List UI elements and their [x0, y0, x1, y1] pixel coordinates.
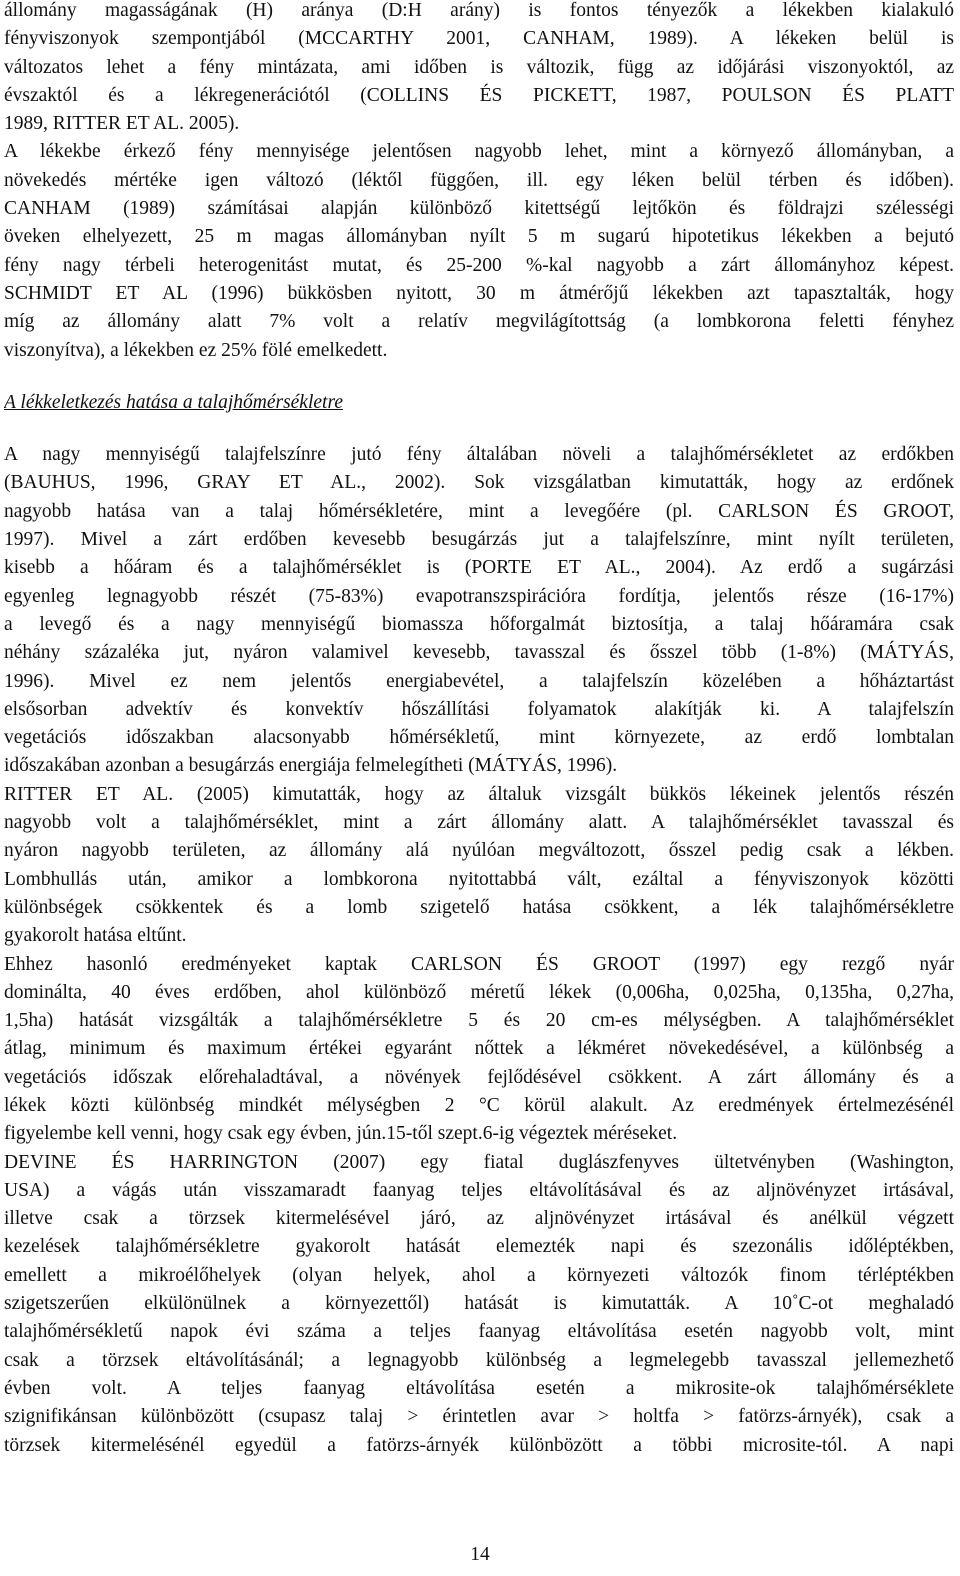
section-gap — [4, 417, 954, 441]
text-line: (BAUHUS, 1996, GRAY ET AL., 2002). Sok vizsgálatban kimutatták, hogy az erdőnek — [4, 472, 954, 494]
text-line: törzsek kitermelésénél egyedül a fatörzs-árnyék különbözött a többi microsite-tól. A napi — [4, 1434, 954, 1456]
text-line: vegetációs időszakban alacsonyabb hőmérsékletű, mint környezete, az erdő lombtalan — [4, 727, 954, 749]
section-gap — [4, 365, 954, 389]
text-line: elsősorban advektív és konvektív hőszállítási folyamatok alakítják ki. A talajfelszín — [4, 698, 954, 720]
text-line: különbségek csökkentek és a lomb szigetelő hatása csökkent, a lék talajhőmérsékletre — [4, 896, 954, 918]
text-line: a levegő és a nagy mennyiségű biomassza hőforgalmát biztosítja, a talaj hőáramára csak — [4, 613, 954, 635]
text-line: szignifikánsan különbözött (csupasz talaj > érintetlen avar > holtfa > fatörzs-árnyék), csak a — [4, 1406, 954, 1428]
text-line: nagyobb volt a talajhőmérséklet, mint a zárt állomány alatt. A talajhőmérséklet tavasszal és — [4, 812, 954, 834]
text-line: RITTER ET AL. (2005) kimutatták, hogy az általuk vizsgált bükkös lékeinek jelentős részén — [4, 783, 954, 805]
text-line: nyáron nagyobb területen, az állomány alá nyúlóan megváltozott, ősszel pedig csak a lékben. — [4, 840, 954, 862]
text-line: A lékekbe érkező fény mennyisége jelentősen nagyobb lehet, mint a környező állományban, a — [4, 141, 954, 163]
text-line: lékek közti különbség mindkét mélységben 2 °C körül alakult. Az eredmények értelmezésénél — [4, 1094, 954, 1116]
text-line: 1996). Mivel ez nem jelentős energiabevétel, a talajfelszín közelében a hőháztartást — [4, 670, 954, 692]
text-line: időszakában azonban a besugárzás energiája felmelegítheti (MÁTYÁS, 1996). — [4, 755, 618, 777]
text-column — [4, 0, 954, 1460]
text-line: 1989, RITTER ET AL. 2005). — [4, 113, 240, 135]
text-line: Ehhez hasonló eredményeket kaptak CARLSON ÉS GROOT (1997) egy rezgő nyár — [4, 953, 954, 975]
text-line: míg az állomány alatt 7% volt a relatív megvilágítottság (a lombkorona feletti fényhez — [4, 311, 954, 333]
text-line: vegetációs időszak előrehaladtával, a növények fejlődésével csökkent. A zárt állomány és a — [4, 1066, 954, 1088]
text-line: 1997). Mivel a zárt erdőben kevesebb besugárzás jut a talajfelszínre, mint nyílt területen, — [4, 529, 954, 551]
text-line: DEVINE ÉS HARRINGTON (2007) egy fiatal duglászfenyves ültetvényben (Washington, — [4, 1151, 954, 1173]
text-line: viszonyítva), a lékekben ez 25% fölé emelkedett. — [4, 339, 388, 361]
page-number: 14 — [470, 1544, 490, 1565]
text-line: fényviszonyok szempontjából (MCCARTHY 2001, CANHAM, 1989). A lékeken belül is — [4, 28, 954, 50]
text-line: kezelések talajhőmérsékletre gyakorolt hatását elemezték napi és szezonális időléptékben, — [4, 1236, 954, 1258]
paragraph-body — [4, 441, 954, 1460]
text-line: emellett a mikroélőhelyek (olyan helyek, ahol a környezeti változók finom térléptékben — [4, 1264, 954, 1286]
text-line: egyenleg legnagyobb részét (75-83%) evapotranszspirációra fordítja, jelentős része (16-17%) — [4, 585, 954, 607]
text-line: talajhőmérsékletű napok évi száma a teljes faanyag eltávolítása esetén nagyobb volt, mint — [4, 1321, 954, 1343]
text-line: 1,5ha) hatását vizsgálták a talajhőmérsékletre 5 és 20 cm-es mélységben. A talajhőmérséklet — [4, 1010, 954, 1032]
text-line: szigetszerűen elkülönülnek a környezettől) hatását is kimutatták. A 10˚C-ot meghaladó — [4, 1293, 954, 1315]
text-line: A nagy mennyiségű talajfelszínre jutó fény általában növeli a talajhőmérsékletet az erdőkben — [4, 444, 954, 466]
text-line: Lombhullás után, amikor a lombkorona nyitottabbá vált, ezáltal a fényviszonyok közötti — [4, 868, 954, 890]
text-line: nagyobb hatása van a talaj hőmérsékletére, mint a levegőére (pl. CARLSON ÉS GROOT, — [4, 500, 954, 522]
paragraph-intro — [4, 0, 954, 365]
text-line: évszaktól és a lékregenerációtól (COLLINS ÉS PICKETT, 1987, POULSON ÉS PLATT — [4, 84, 954, 106]
text-line: néhány százaléka jut, nyáron valamivel kevesebb, tavasszal és ősszel több (1-8%) (MÁTYÁS, — [4, 642, 954, 664]
text-line: fény nagy térbeli heterogenitást mutat, és 25-200 %-kal nagyobb a zárt állományhoz képest. — [4, 254, 954, 276]
text-line: USA) a vágás után visszamaradt faanyag teljes eltávolításával és az aljnövényzet irtásával, — [4, 1179, 954, 1201]
text-line: növekedés mértéke igen változó (léktől függően, ill. egy léken belül térben és időben). — [4, 169, 954, 191]
text-line: öveken elhelyezett, 25 m magas állományban nyílt 5 m sugarú hipotetikus lékekben a bejutó — [4, 226, 954, 248]
text-line: CANHAM (1989) számításai alapján különböző kitettségű lejtőkön és földrajzi szélességi — [4, 198, 954, 220]
text-line: gyakorolt hatása eltűnt. — [4, 925, 187, 947]
text-line: illetve csak a törzsek kitermelésével járó, az aljnövényzet irtásával és anélkül végzett — [4, 1208, 954, 1230]
text-line: változatos lehet a fény mintázata, ami időben is változik, függ az időjárási viszonyoktól, az — [4, 56, 954, 78]
text-line: kisebb a hőáram és a talajhőmérséklet is (PORTE ET AL., 2004). Az erdő a sugárzási — [4, 557, 954, 579]
text-line: évben volt. A teljes faanyag eltávolítása esetén a mikrosite-ok talajhőmérséklete — [4, 1377, 954, 1399]
text-line: állomány magasságának (H) aránya (D:H arány) is fontos tényezők a lékekben kialakuló — [4, 0, 954, 21]
section-heading: A lékkeletkezés hatása a talajhőmérsékletre — [4, 391, 343, 413]
text-line: figyelembe kell venni, hogy csak egy évben, jún.15-től szept.6-ig végeztek méréseket. — [4, 1123, 678, 1145]
text-line: átlag, minimum és maximum értékei egyaránt nőttek a lékméret növekedésével, a különbség a — [4, 1038, 954, 1060]
text-line: SCHMIDT ET AL (1996) bükkösben nyitott, 30 m átmérőjű lékekben azt tapasztalták, hogy — [4, 282, 954, 304]
text-line: dominálta, 40 éves erdőben, ahol különböző méretű lékek (0,006ha, 0,025ha, 0,135ha, 0,27ha, — [4, 981, 954, 1003]
text-line: csak a törzsek eltávolításánál; a legnagyobb különbség a legmelegebb tavasszal jellemezhető — [4, 1349, 954, 1371]
